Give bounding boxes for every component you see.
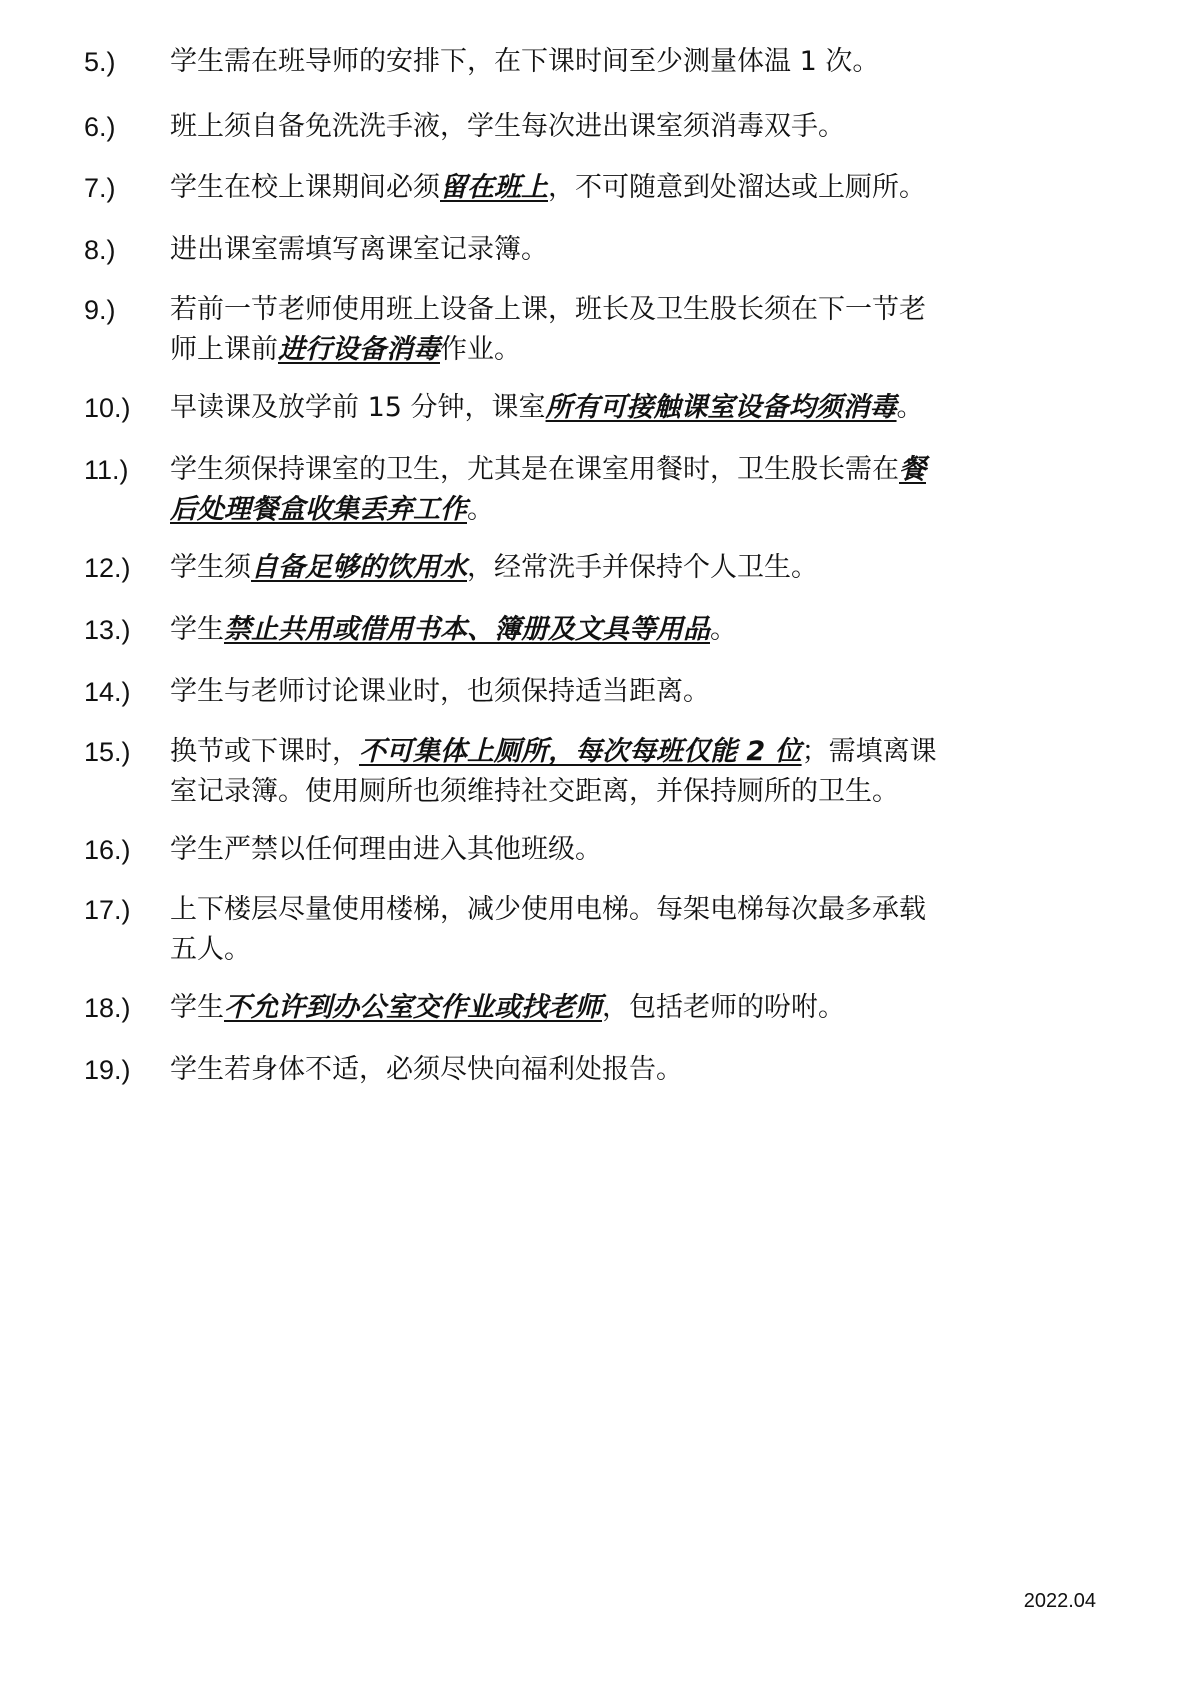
- rule-text-segment: 学生严禁以任何理由进入其他班级。: [170, 834, 602, 865]
- rule-line: [170, 732, 1100, 772]
- rule-text-segment: 学生须保持课室的卫生，尤其是在课室用餐时，卫生股长需在: [170, 454, 899, 485]
- rule-line: [170, 168, 1100, 208]
- rule-line: [170, 42, 1100, 82]
- rule-text-segment: 换节或下课时，: [170, 736, 359, 767]
- rule-text-segment: ，经常洗手并保持个人卫生。: [467, 552, 818, 583]
- emphasized-text: 禁止共用或借用书本、簿册及文具等用品: [224, 614, 710, 645]
- rule-line: [170, 1050, 1100, 1090]
- rule-number: 16.): [84, 835, 131, 865]
- rule-number: 5.): [84, 47, 116, 77]
- rule-number: 11.): [84, 455, 129, 485]
- rule-number: 18.): [84, 993, 131, 1023]
- emphasized-text: 不可集体上厕所，每次每班仅能 2 位: [359, 736, 802, 767]
- rule-text: [170, 42, 1100, 82]
- rule-line: [170, 107, 1100, 147]
- document-date: 2022.04: [1023, 1590, 1096, 1612]
- rule-text: [170, 107, 1100, 147]
- rule-number: 8.): [84, 235, 116, 265]
- rule-line: [170, 388, 1100, 428]
- rule-text-segment: 学生: [170, 992, 224, 1023]
- rule-text: [170, 548, 1100, 588]
- rule-line: [170, 330, 1100, 370]
- rule-line: [170, 772, 1100, 812]
- rule-text-segment: 学生在校上课期间必须: [170, 172, 440, 203]
- emphasized-text: 留在班上: [440, 172, 548, 203]
- emphasized-text: 自备足够的饮用水: [251, 552, 467, 583]
- rule-text-segment: 学生需在班导师的安排下，在下课时间至少测量体温 1 次。: [170, 46, 880, 77]
- rule-line: [170, 890, 1100, 930]
- rule-text-segment: 。: [467, 494, 494, 525]
- rule-text: [170, 290, 1100, 370]
- rule-line: [170, 830, 1100, 870]
- rule-text-segment: 学生若身体不适，必须尽快向福利处报告。: [170, 1054, 683, 1085]
- emphasized-text: 不允许到办公室交作业或找老师: [224, 992, 602, 1023]
- emphasized-text: 所有可接触课室设备均须消毒: [545, 392, 897, 423]
- rule-number: 9.): [84, 295, 116, 325]
- emphasized-text: 餐: [899, 454, 926, 485]
- rule-text-segment: ，包括老师的吩咐。: [602, 992, 845, 1023]
- rule-number: 10.): [84, 393, 131, 423]
- rule-text: [170, 610, 1100, 650]
- rule-number: 12.): [84, 553, 131, 583]
- rule-text-segment: ，不可随意到处溜达或上厕所。: [548, 172, 926, 203]
- rule-text-segment: 学生: [170, 614, 224, 645]
- rule-text-segment: ；需填离课: [801, 736, 937, 767]
- rule-text-segment: 作业。: [440, 334, 521, 365]
- rule-text: [170, 672, 1100, 712]
- rule-text-segment: 进出课室需填写离课室记录簿。: [170, 234, 548, 265]
- rule-line: [170, 290, 1100, 330]
- rule-number: 15.): [84, 737, 131, 767]
- rule-text-segment: 班上须自备免洗洗手液，学生每次进出课室须消毒双手。: [170, 111, 845, 142]
- rule-text: [170, 388, 1100, 428]
- rule-text-segment: 五人。: [170, 934, 251, 965]
- rule-number: 14.): [84, 677, 131, 707]
- emphasized-text: 后处理餐盒收集丢弃工作: [170, 494, 467, 525]
- rule-text-segment: 若前一节老师使用班上设备上课，班长及卫生股长须在下一节老: [170, 294, 926, 325]
- rule-line: [170, 672, 1100, 712]
- rule-text-segment: 学生须: [170, 552, 251, 583]
- emphasized-text: 进行设备消毒: [278, 334, 440, 365]
- rule-line: [170, 548, 1100, 588]
- rule-text-segment: 上下楼层尽量使用楼梯，减少使用电梯。每架电梯每次最多承载: [170, 894, 926, 925]
- rule-text: [170, 988, 1100, 1028]
- rule-line: [170, 610, 1100, 650]
- rule-text: [170, 1050, 1100, 1090]
- rule-text: [170, 890, 1100, 970]
- rule-line: [170, 930, 1100, 970]
- rule-text-segment: 。: [896, 392, 924, 423]
- rule-text-segment: 早读课及放学前 15 分钟，课室: [170, 392, 546, 423]
- rule-text: [170, 168, 1100, 208]
- rule-text-segment: 学生与老师讨论课业时，也须保持适当距离。: [170, 676, 710, 707]
- rule-number: 7.): [84, 173, 116, 203]
- rule-text: [170, 230, 1100, 270]
- rule-text: [170, 732, 1100, 812]
- rule-line: [170, 230, 1100, 270]
- rule-text-segment: 师上课前: [170, 334, 278, 365]
- rule-line: [170, 988, 1100, 1028]
- rule-line: [170, 450, 1100, 490]
- rule-line: [170, 490, 1100, 530]
- rule-text: [170, 450, 1100, 530]
- rule-text-segment: 。: [710, 614, 737, 645]
- rule-text: [170, 830, 1100, 870]
- rule-number: 13.): [84, 615, 131, 645]
- rule-number: 19.): [84, 1055, 131, 1085]
- rule-text-segment: 室记录簿。使用厕所也须维持社交距离，并保持厕所的卫生。: [170, 776, 899, 807]
- rule-number: 6.): [84, 112, 116, 142]
- rule-number: 17.): [84, 895, 131, 925]
